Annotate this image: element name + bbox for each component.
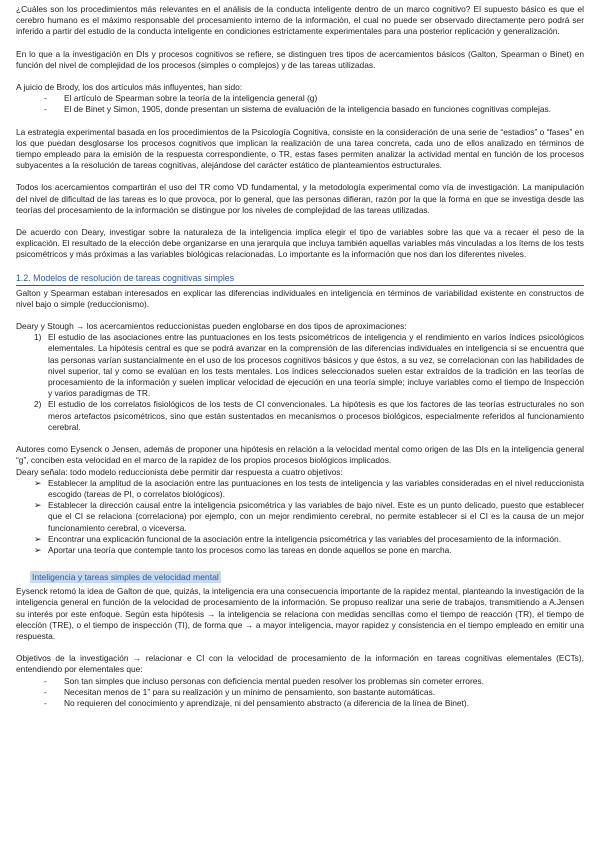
intro-paragraph-3: A juicio de Brody, los dos artículos más influyentes, han sido: [16, 82, 243, 93]
section-heading: 1.2. Modelos de resolución de tareas cognitivas simples [16, 272, 584, 286]
section-paragraph-1: Galton y Spearman estaban interesados en explicar las diferencias individuales en inteligencia en términos de variabilidad existente en constructos de nivel bajo o simple (reduccionismo). [16, 287, 584, 309]
elementary-criteria-list [16, 676, 584, 710]
section-paragraph-2: Deary y Stough → los acercamientos reduccionistas pueden englobarse en dos tipos de aproximaciones: [16, 321, 407, 332]
arrow-bullet-icon: ➢ [34, 477, 42, 488]
list-item: - El de Binet y Simon, 1905, donde presentan un sistema de evaluación de la inteligencia basado en funciones cognitivas complejas. [44, 104, 551, 115]
intro-paragraph-5: Todos los acercamientos compartirán el uso del TR como VD fundamental, y la metodología experimental como vía de investigación. La manipulación del nivel de dificultad de las tareas es lo que provoca, por lo general, que las personas difieran, razón por la que la forma en que se investiga desde las teorías del procesamiento de la información se distingue por los niveles de complejidad de las tareas utilizadas. [16, 182, 584, 215]
list-item: 2) El estudio de los correlatos fisiológicos de los tests de CI convencionales. La hipótesis es que los factores de las teorías estructurales no son meros artefactos psicométricos, sino que están sustentados en mecanismos o procesos biológicos, especialmente referidos al funcionamiento cerebral. [34, 399, 584, 432]
list-item: - El artículo de Spearman sobre la teoría de la inteligencia general (g) [44, 93, 318, 104]
approaches-list [16, 332, 584, 433]
list-item: - No requieren del conocimiento y aprendizaje, ni del pensamiento abstracto (a diferencia de la línea de Binet). [44, 697, 470, 708]
section-paragraph-3: Autores como Eysenck o Jensen, además de proponer una hipótesis en relación a la velocidad mental como origen de las DIs en la inteligencia general “g”, conciben esta velocidad en el marco de la rapidez de los propios procesos biológicos implicados. [16, 444, 584, 466]
list-item: ➢ Aportar una teoría que contemple tanto los procesos como las tareas en donde aquellos se pone en marcha. [34, 544, 452, 555]
list-item: 1) El estudio de las asociaciones entre las puntuaciones en los tests psicométricos de inteligencia y el rendimiento en varios índices psicológicos elementales. La hipótesis central es que se podrá avanzar en la comprensión de las diferencias individuales en inteligencia si se encuentra que las personas varían sustancialmente en el uso de los procesos cognitivos básicos y que éstos, a su vez, se correlacionan con las habilidades de nivel superior, tal y como se evalúan en los tests mentales. Los índices seleccionados suelen estar extraídos de la tradición en las teorías de procesamiento de la información y suelen implicar velocidad de ejecución en una teoría simple; incluye variables como el tiempo de Inspección y varios paradigmas de TR. [34, 332, 584, 399]
document-page [16, 4, 584, 709]
list-item: ➢ Encontrar una explicación funcional de la asociación entre la inteligencia psicométrica y las variables del procesamiento de la información. [34, 533, 562, 544]
objectives-list [16, 478, 584, 556]
subsection-paragraph-1: Eysenck retomó la idea de Galton de que, quizás, la inteligencia era una consecuencia importante de la rapidez mental, planteando la investigación de la inteligencia general en función de la velocidad de procesamiento de la información. Se propuso realizar una serie de trabajos, transmitiendo a A.Jensen su interés por este enfoque. Según esta hipótesis → la inteligencia se relaciona con medidas sencillas como el tiempo de reacción (TR), el tiempo de elección (TRE), o el tiempo de inspección (TI), de forma que → a mayor inteligencia, mayor rapidez y consistencia en el tiempo empleado en emitir una respuesta. [16, 586, 584, 641]
list-item: ➢ Establecer la amplitud de la asociación entre las puntuaciones en los tests de inteligencia y las variables consideradas en el nivel reduccionista escogido (tareas de PI, o correlatos biológicos). [34, 477, 584, 499]
intro-paragraph-4: La estrategia experimental basada en los procedimientos de la Psicología Cognitiva, consiste en la consideración de una serie de “estadios” o “fases” en los que puedan desglosarse los procesos cognitivos que implican la realización de una tarea concreta, cada uno de ellos analizado en términos de tiempo empleado para la emisión de la respuesta correspondiente, o TR, estas fases permiten analizar la actividad mental en función de los procesos subyacentes a la resolución de tareas cognitivas, alejándose del carácter estático de planteamientos estructurales. [16, 126, 584, 171]
arrow-bullet-icon: ➢ [34, 500, 42, 511]
articles-list [16, 93, 584, 115]
arrow-bullet-icon: ➢ [34, 533, 42, 544]
intro-paragraph-6: De acuerdo con Deary, investigar sobre la naturaleza de la inteligencia implica elegir el tipo de variables sobre las que va a recaer el peso de la explicación. El resultado de la elección debe organizarse en una jerarquía que incluya también aquellas variables más vinculadas a los ítems de los tests psicométricos y más próximas a las variables biológicas relacionadas. Lo importante es la información que nos dan los diferentes niveles. [16, 227, 584, 260]
list-item: - Son tan simples que incluso personas con deficiencia mental pueden resolver los problemas sin cometer errores. [44, 675, 484, 686]
intro-paragraph-1: ¿Cuáles son los procedimientos más relevantes en el análisis de la conducta inteligente dentro de un marco cognitivo? El supuesto básico es que el cerebro humano es el máximo responsable del procesamiento interno de la información, el cual no puede ser observado directamente pero podrá ser inferido a partir del estudio de la conducta inteligente en condiciones estrictamente experimentales para una posterior replicación y generalización. [16, 4, 584, 37]
subsection-paragraph-2: Objetivos de la investigación → relacionar e CI con la velocidad de procesamiento de la información en tareas cognitivas elementales (ECTs), entendiendo por elementales que: [16, 653, 584, 675]
intro-paragraph-2: En lo que a la investigación en DIs y procesos cognitivos se refiere, se distinguen tres tipos de acercamientos básicos (Galton, Spearman o Binet) en función del nivel de complejidad de los procesos (simples o complejos) y de las tareas utilizadas. [16, 48, 584, 70]
subsection-heading: Inteligencia y tareas simples de velocidad mental [32, 572, 219, 583]
list-item: - Necesitan menos de 1” para su realización y un mínimo de pensamiento, son bastante automáticas. [44, 686, 436, 697]
section-paragraph-4: Deary señala: todo modelo reduccionista debe permitir dar respuesta a cuatro objetivos: [16, 466, 343, 477]
arrow-bullet-icon: ➢ [34, 544, 42, 555]
list-item: ➢ Establecer la dirección causal entre la inteligencia psicométrica y las variables de bajo nivel. Este es un punto delicado, puesto que establecer que el CI se relaciona (correlaciona) por ejemplo, con un mejor rendimiento cerebral, no permite establecer si el CI es la causa de un mejor funcionamiento cerebral, o viceversa. [34, 500, 584, 533]
